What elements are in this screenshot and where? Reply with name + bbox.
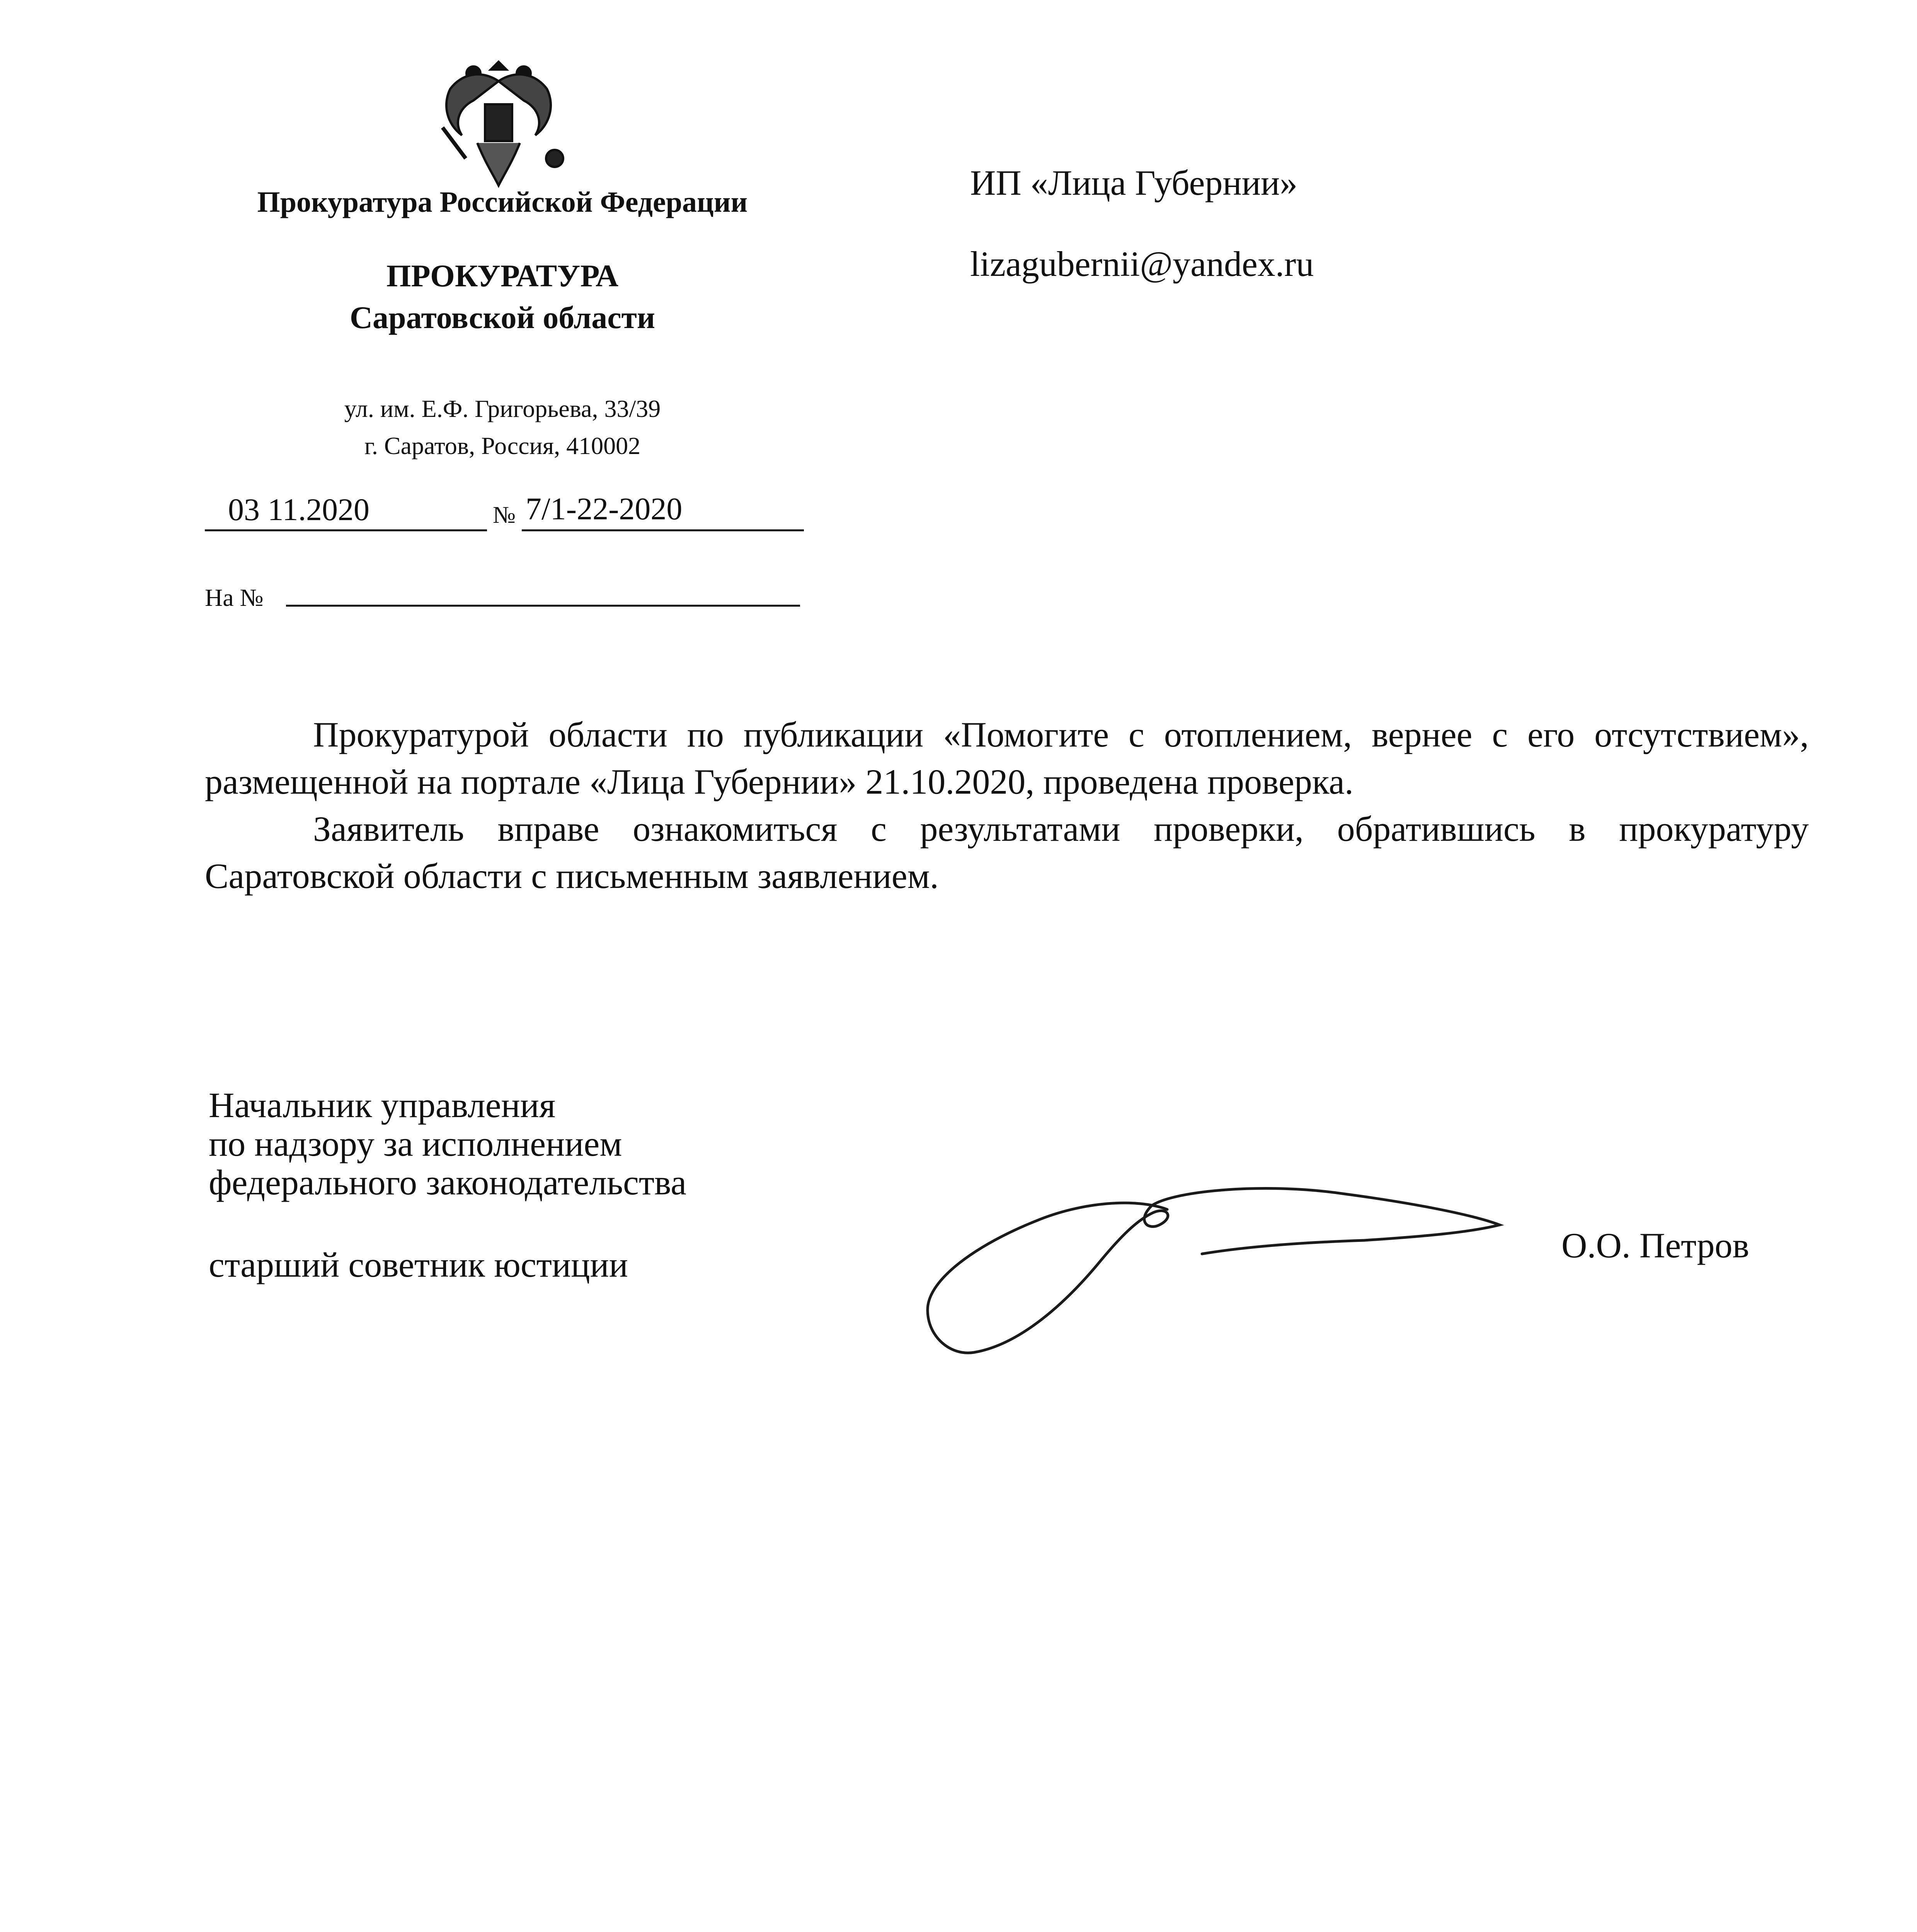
date-number-row	[205, 491, 804, 533]
office-address	[193, 390, 812, 464]
number-field	[522, 491, 804, 531]
address-line-1: ул. им. Е.Ф. Григорьева, 33/39	[344, 395, 661, 422]
recipient-name: ИП «Лица Губернии»	[970, 163, 1298, 202]
letter-body	[205, 711, 1809, 900]
recipient-email: lizagubernii@yandex.ru	[970, 244, 1314, 284]
number-label: №	[493, 502, 516, 528]
organization-name: Прокуратура Российской Федерации	[257, 186, 748, 218]
reply-reference-row	[205, 580, 804, 614]
position-line-3: федерального законодательства	[209, 1163, 687, 1202]
office-title: ПРОКУРАТУРА	[386, 258, 619, 293]
date-field	[205, 491, 487, 531]
body-paragraph: Прокуратурой области по публикации «Помогите с отоплением, вернее с его отсутствием», размещенной на портале «Лица Губернии» 21.10.2020, проведена проверка.	[205, 715, 1809, 801]
address-line-2: г. Саратов, Россия, 410002	[364, 432, 641, 459]
date-value: 03 11.2020	[228, 492, 369, 527]
number-value: 7/1-22-2020	[526, 491, 683, 526]
signatory-position	[209, 1086, 686, 1202]
position-line-1: Начальник управления	[209, 1085, 556, 1125]
coat-of-arms-icon	[415, 46, 582, 189]
reply-blank-line	[286, 605, 800, 607]
reply-label: На №	[205, 584, 264, 611]
signatory-rank: старший советник юстиции	[209, 1245, 628, 1284]
signatory-name: О.О. Петров	[1561, 1226, 1749, 1265]
position-line-2: по надзору за исполнением	[209, 1124, 622, 1163]
handwritten-signature	[920, 1163, 1507, 1364]
body-paragraph: Заявитель вправе ознакомиться с результатами проверки, обратившись в прокуратуру Саратовской области с письменным заявлением.	[205, 809, 1809, 896]
office-heading	[193, 255, 812, 338]
office-region: Саратовской области	[349, 300, 655, 335]
